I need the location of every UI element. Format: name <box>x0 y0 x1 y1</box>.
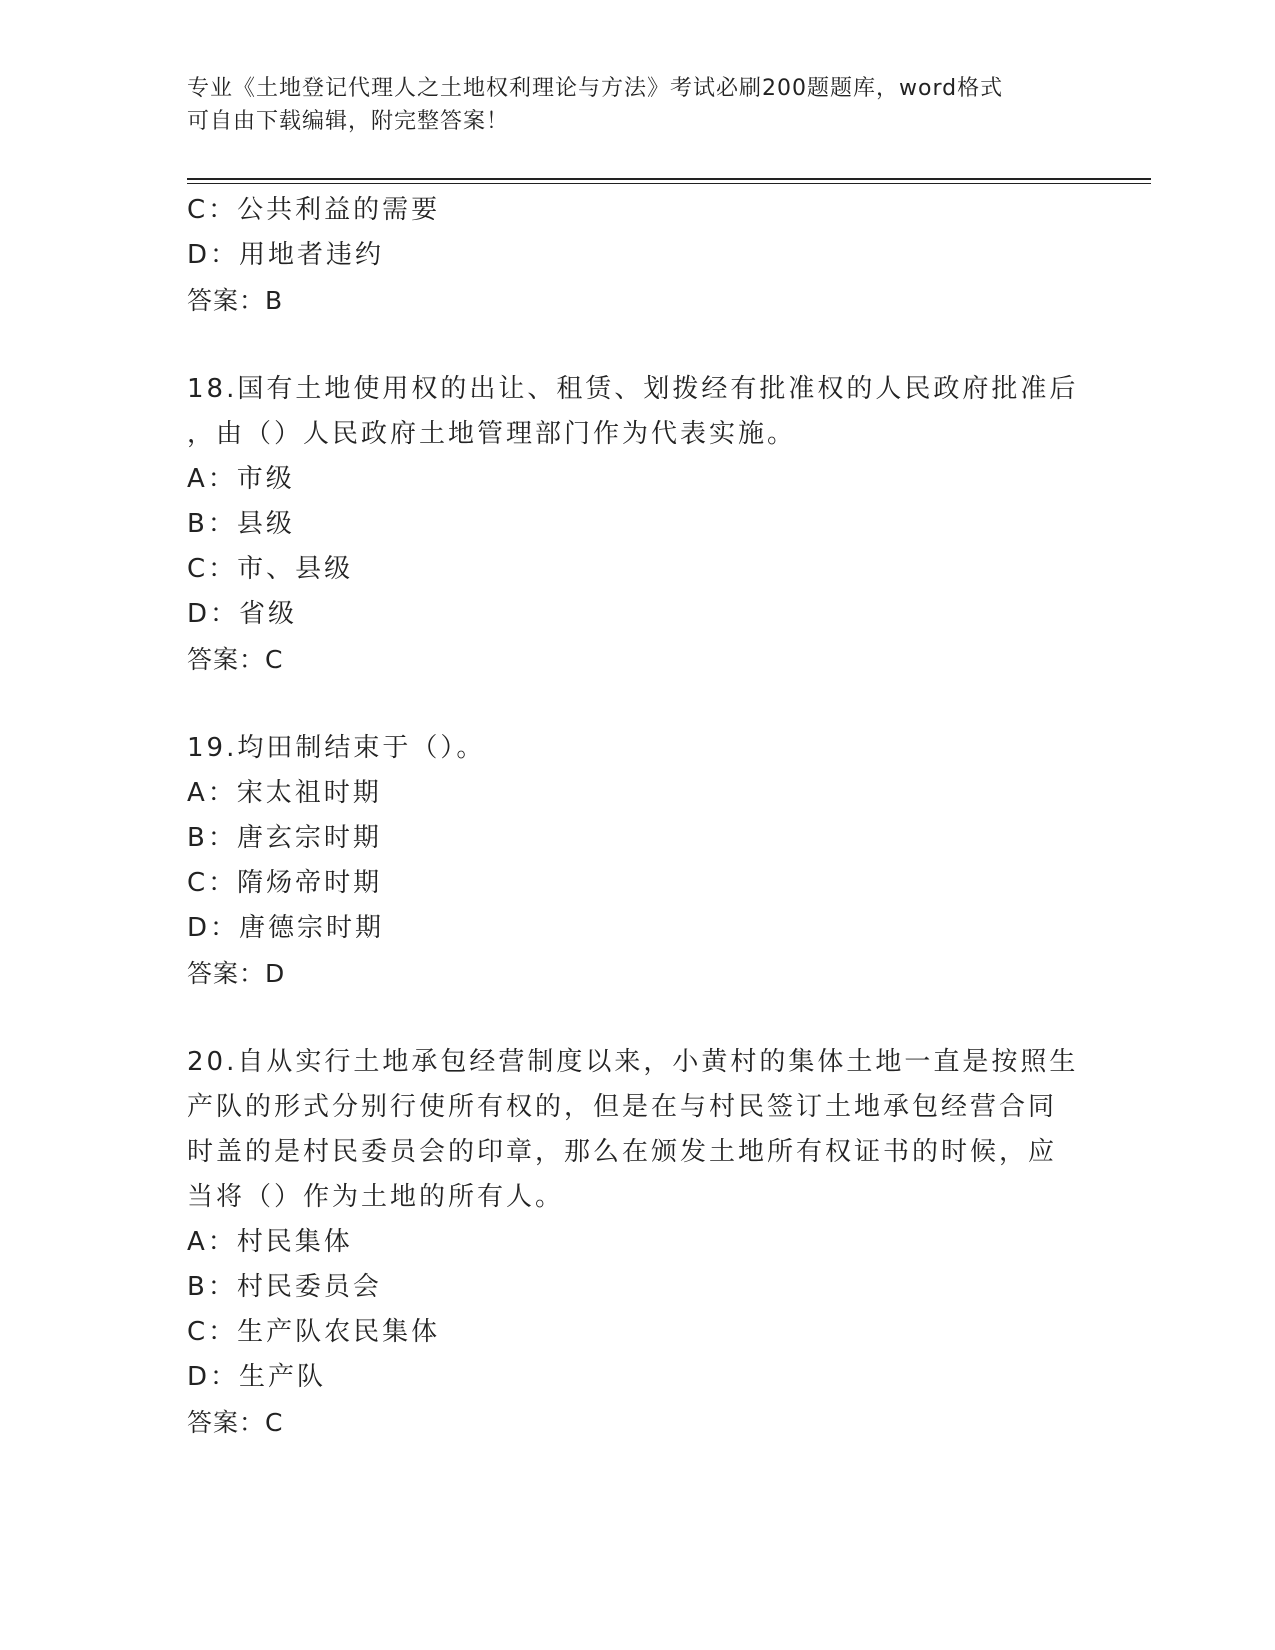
header-line-1: 专业《土地登记代理人之土地权利理论与方法》考试必刷200题题库，word格式 <box>187 76 1004 101</box>
q18-option-c: C：市、县级 <box>187 554 354 584</box>
q18-stem-line-1: 18.国有土地使用权的出让、租赁、划拨经有批准权的人民政府批准后 <box>187 374 1079 404</box>
q20-stem-line-2: 产队的形式分别行使所有权的，但是在与村民签订土地承包经营合同 <box>187 1092 1058 1122</box>
header-line-2: 可自由下载编辑，附完整答案！ <box>187 109 510 134</box>
q17-option-d: D：用地者违约 <box>187 240 385 270</box>
q18-option-a: A：市级 <box>187 464 295 494</box>
header-divider-thick <box>187 178 1151 180</box>
header-divider-thin <box>187 183 1151 184</box>
q19-answer: 答案：D <box>187 959 286 988</box>
q20-option-a: A：村民集体 <box>187 1227 353 1257</box>
q20-stem-line-3: 时盖的是村民委员会的印章，那么在颁发土地所有权证书的时候，应 <box>187 1137 1058 1167</box>
q19-stem-line-1: 19.均田制结束于（）。 <box>187 733 486 763</box>
q17-option-c: C：公共利益的需要 <box>187 195 441 225</box>
q19-option-c: C：隋炀帝时期 <box>187 868 383 898</box>
q20-option-d: D：生产队 <box>187 1362 327 1392</box>
q20-stem-line-1: 20.自从实行土地承包经营制度以来，小黄村的集体土地一直是按照生 <box>187 1047 1079 1077</box>
q20-answer: 答案：C <box>187 1408 284 1437</box>
q18-option-b: B：县级 <box>187 509 295 539</box>
q18-answer: 答案：C <box>187 645 284 674</box>
q20-option-b: B：村民委员会 <box>187 1272 382 1302</box>
document-header <box>187 72 1067 138</box>
q19-option-b: B：唐玄宗时期 <box>187 823 382 853</box>
q18-option-d: D：省级 <box>187 599 298 629</box>
q20-option-c: C：生产队农民集体 <box>187 1317 441 1347</box>
q20-stem-line-4: 当将（）作为土地的所有人。 <box>187 1182 565 1212</box>
q19-option-a: A：宋太祖时期 <box>187 778 382 808</box>
q19-option-d: D：唐德宗时期 <box>187 913 385 943</box>
q17-answer: 答案：B <box>187 286 284 315</box>
q18-stem-line-2: ，由（）人民政府土地管理部门作为代表实施。 <box>187 419 797 449</box>
